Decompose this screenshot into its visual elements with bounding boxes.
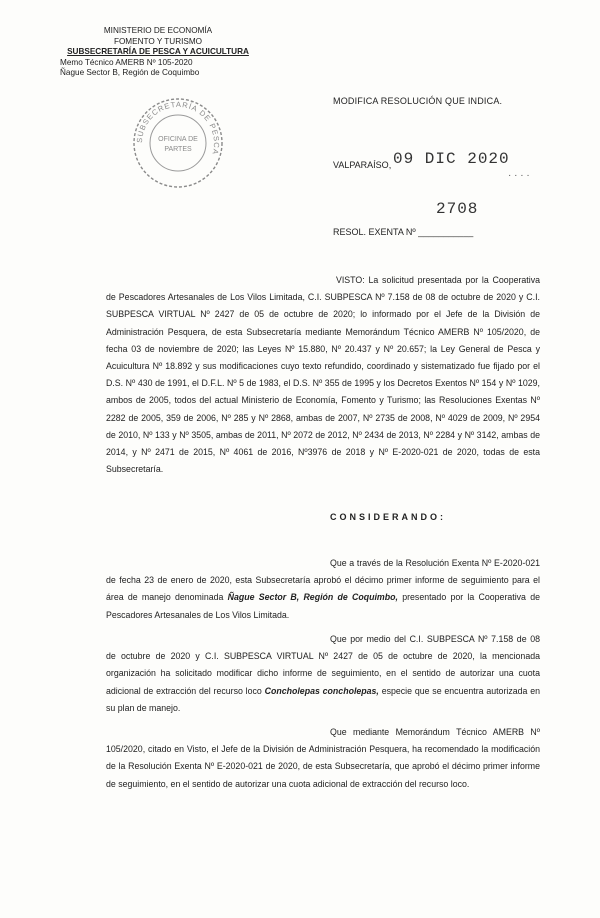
p1-area-name: Ñague Sector B, Región de Coquimbo, (227, 592, 398, 603)
p2-species-name: Concholepas concholepas, (264, 685, 379, 696)
considerando-paragraph-2 (106, 631, 540, 717)
visto-label: VISTO: (336, 275, 365, 285)
place-label: VALPARAÍSO, (333, 160, 392, 170)
office-stamp (130, 95, 226, 191)
stamp-center-line1: OFICINA DE (158, 136, 198, 143)
considerando-paragraph-1 (106, 555, 540, 624)
resolution-number: 2708 (436, 200, 479, 218)
visto-text: La solicitud presentada por la Cooperativa de Pescadores Artesanales de Los Vilos Limitada, C.I. SUBPESCA Nº 7.158 de 08 de octubre de 2020 y C.I. SUBPESCA VIRTUAL Nº 2427 de 05 de octubre de 2020; lo informado por el Jefe de la División de Administración Pesquera, de esta Subsecretaría mediante Memorándum Técnico AMERB Nº 105/2020, de fecha 03 de noviembre de 2020; las Leyes Nº 15.880, Nº 20.437 y Nº 20.657; la Ley General de Pesca y Acuicultura Nº 18.892 y sus modificaciones cuyo texto refundido, coordinado y sistematizado fue fijado por el D.S. Nº 430 de 1991, el D.F.L. Nº 5 de 1983, el D.S. Nº 355 de 1995 y los Decretos Exentos Nº 154 y Nº 1029, ambos de 2005, todos del actual Ministerio de Economía, Fomento y Turismo; las Resoluciones Exentas Nº 2282 de 2005, 359 de 2006, Nº 285 y Nº 2868, ambas de 2007, Nº 2735 de 2008, Nº 4029 de 2009, Nº 2954 de 2010, Nº 133 y Nº 3505, ambas de 2011, Nº 2072 de 2012, Nº 2434 de 2013, Nº 2284 y Nº 3142, ambas de 2014, y Nº 2471 de 2015, Nº 4061 de 2016, Nº3976 de 2018 y Nº E-2020-021 de 2020, todas de esta Subsecretaría. (106, 275, 540, 475)
resolution-label: RESOL. EXENTA Nº ___________ (333, 227, 474, 237)
subsecretaria-name: SUBSECRETARÍA DE PESCA Y ACUICULTURA (67, 47, 249, 57)
p2-text-c: especie que se encuentra autorizada en su plan de manejo. (106, 685, 540, 713)
visto-paragraph (106, 272, 540, 478)
considerando-heading: CONSIDERANDO: (330, 512, 447, 522)
letterhead (58, 26, 258, 79)
document-subject: MODIFICA RESOLUCIÓN QUE INDICA. (333, 96, 503, 106)
stamp-ring-text: SUBSECRETARÍA DE PESCA (134, 99, 222, 157)
p3-text: Que mediante Memorándum Técnico AMERB Nº 105/2020, citado en Visto, el Jefe de la División de Administración Pesquera, ha recomendado la modificación de la Resolución Exenta Nº E-2020-021 de 2020, de esta Subsecretaría, que aprobó el décimo primer informe de seguimiento, en el sentido de autorizar una cuota adicional de extracción del recurso loco. (106, 727, 540, 789)
p1-text-a: Que a través de la Resolución Exenta Nº E-2020-021 de fecha 23 de enero de 2020, esta Subsecretaría aprobó el décimo primer informe de seguimiento para el área de manejo denominada (106, 558, 540, 603)
stamp-center-line2: PARTES (164, 146, 192, 153)
ministry-name: MINISTERIO DE ECONOMÍA (103, 26, 213, 35)
memo-reference: Memo Técnico AMERB Nº 105-2020 (60, 57, 193, 67)
p2-text-a: Que por medio del C.I. SUBPESCA Nº 7.158 de 08 de octubre de 2020 y C.I. SUBPESCA VIRTUAL Nº 2427 de 05 de octubre de 2020, la mencionada organización ha solicitado modificar dicho informe de seguimiento, en el sentido de autorizar una cuota adicional de extracción del recurso loco (106, 634, 540, 696)
ministry-subtitle: FOMENTO Y TURISMO (113, 36, 203, 46)
considerando-paragraph-3 (106, 724, 540, 793)
date-dots: · · · · (508, 170, 530, 181)
date-stamp: 09 DIC 2020 (393, 150, 510, 168)
p1-text-c: presentado por la Cooperativa de Pescadores Artesanales de Los Vilos Limitada. (106, 592, 540, 620)
area-reference: Ñague Sector B, Región de Coquimbo (60, 68, 200, 78)
